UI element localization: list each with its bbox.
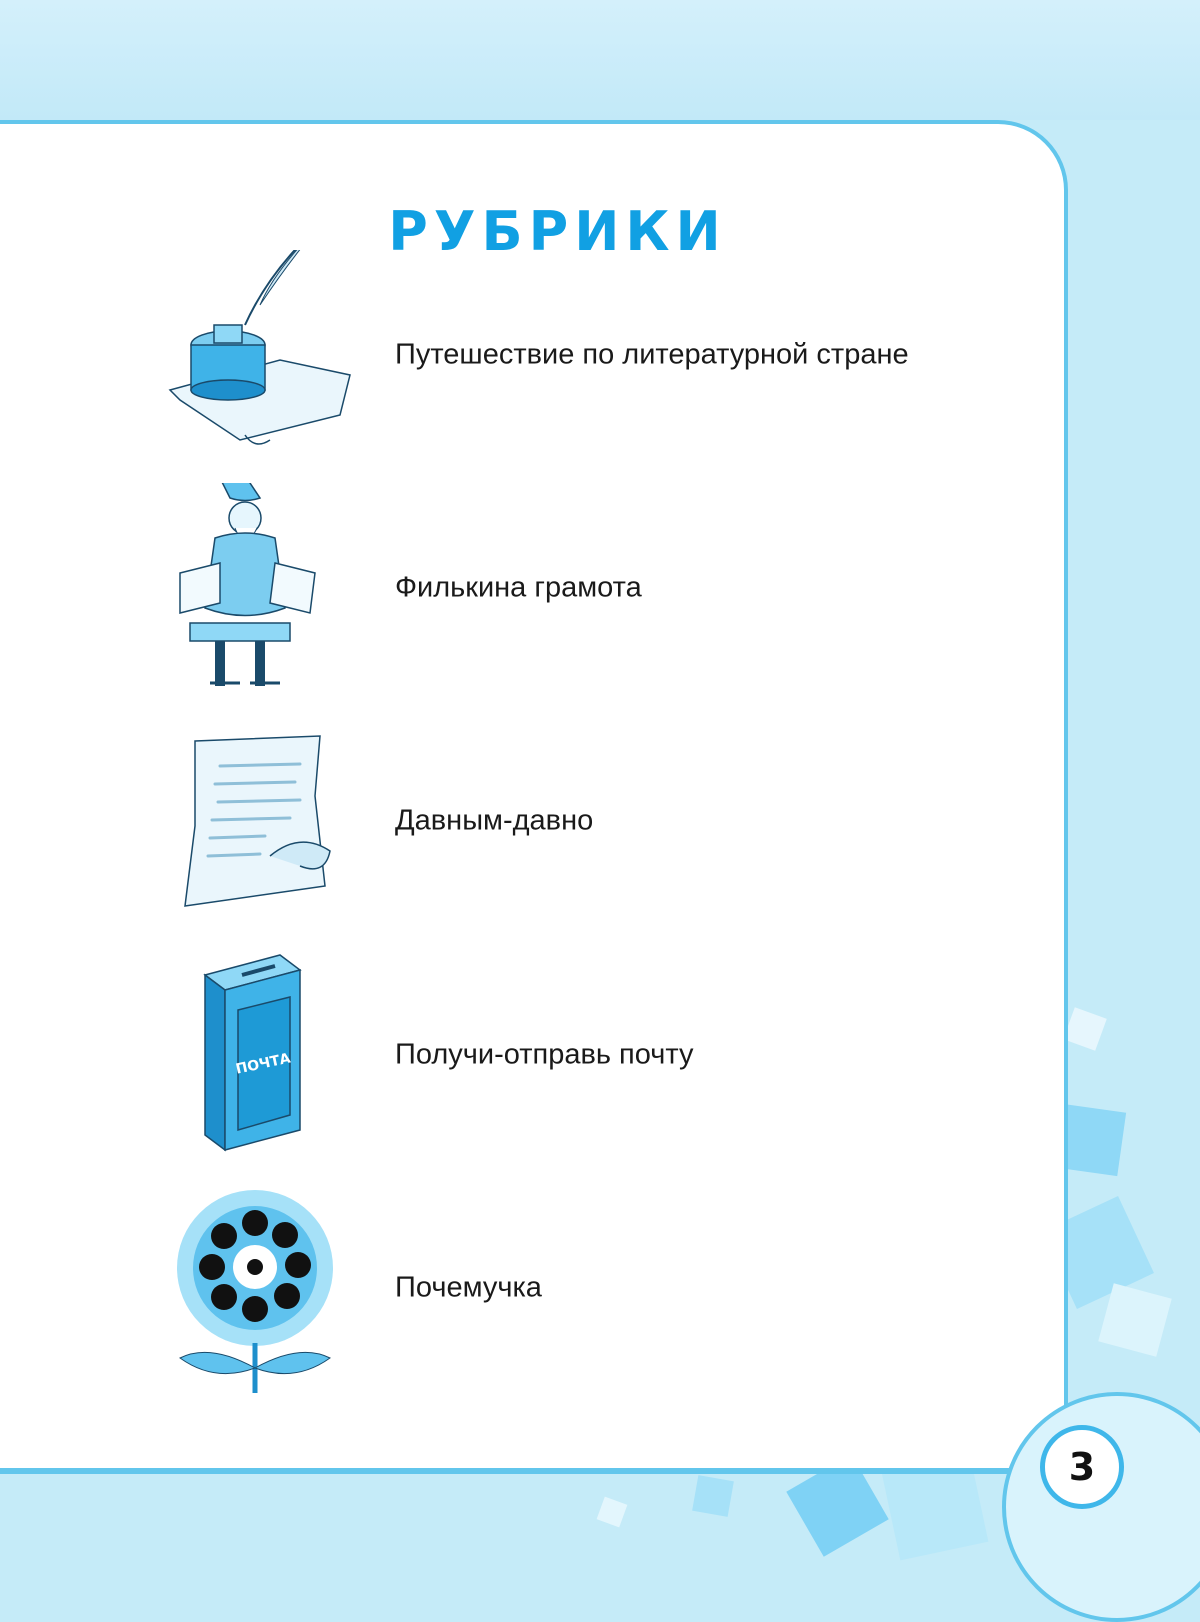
rubric-item-literary-journey	[150, 250, 970, 460]
man-with-scroll-icon	[150, 483, 380, 693]
rubric-item-pochemuchka	[150, 1183, 970, 1393]
rubric-item-mail	[150, 950, 970, 1160]
rubric-label: Филькина грамота	[395, 571, 642, 604]
rubric-label: Давным-давно	[395, 804, 594, 837]
page-title: РУБРИКИ	[388, 200, 727, 263]
mailbox-label: ПОЧТА	[234, 1050, 292, 1078]
old-parchment-icon	[150, 716, 380, 926]
rubric-item-davnym-davno	[150, 716, 970, 926]
top-frame-band	[0, 0, 1200, 120]
rubric-label: Путешествие по литературной стране	[395, 338, 909, 371]
rubric-label: Получи-отправь почту	[395, 1038, 694, 1071]
rubric-item-filkina-gramota	[150, 483, 970, 693]
inkwell-quill-icon	[150, 250, 380, 460]
bottom-frame-line	[0, 1470, 1045, 1474]
question-flower-icon	[150, 1183, 380, 1393]
mailbox-icon	[150, 950, 380, 1160]
rubric-label: Почемучка	[395, 1271, 542, 1304]
page-number: 3	[1040, 1425, 1124, 1509]
